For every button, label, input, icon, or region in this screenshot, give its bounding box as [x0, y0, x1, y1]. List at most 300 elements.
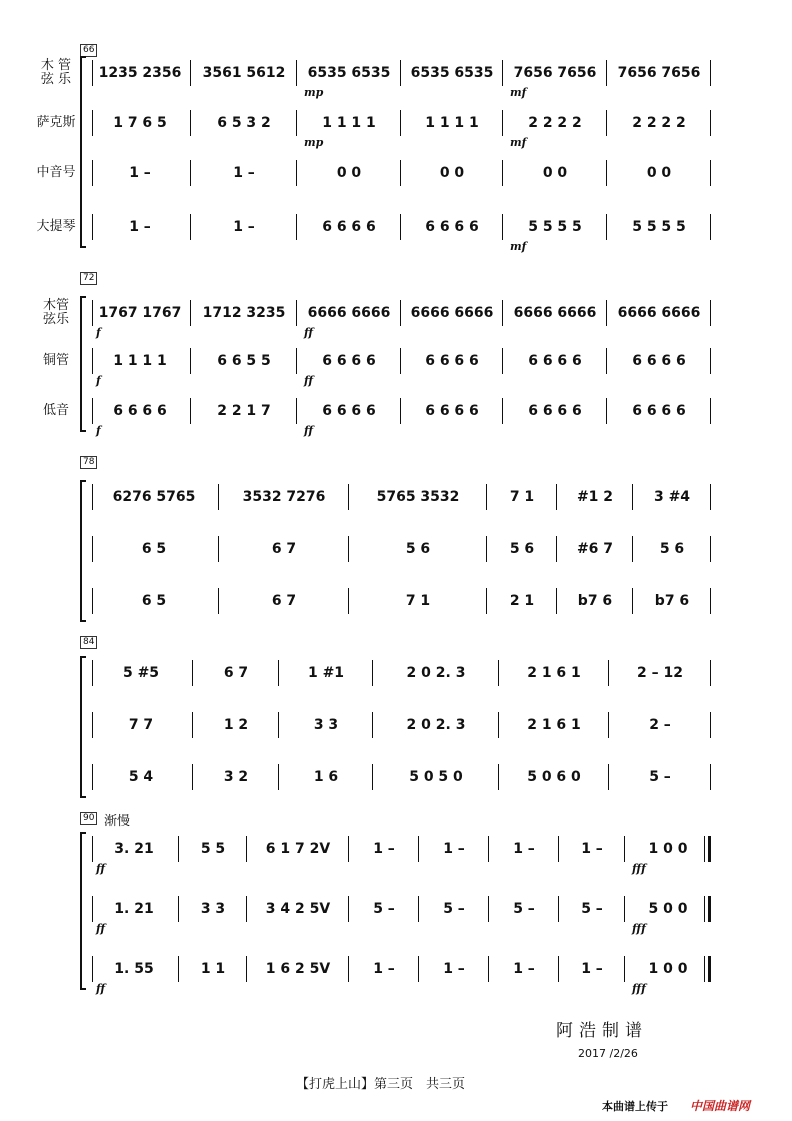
barline — [400, 348, 401, 374]
barline — [710, 588, 711, 614]
measure-notes: 6 7 — [271, 541, 297, 557]
measure — [406, 160, 498, 186]
measure — [284, 764, 368, 790]
measure — [252, 896, 344, 922]
measure — [508, 300, 602, 326]
measure — [612, 300, 706, 326]
measure — [94, 956, 174, 982]
measure — [94, 484, 214, 510]
measure-notes: 1235 2356 — [98, 65, 182, 81]
measure-notes: 6 5 3 2 — [217, 115, 271, 131]
measure — [198, 712, 274, 738]
measure — [630, 836, 706, 862]
measure-notes: 3 2 — [223, 769, 249, 785]
measure-notes: 1 – — [443, 841, 465, 857]
staff-row — [0, 398, 792, 424]
measure-notes: b7 6 — [577, 593, 613, 609]
measure-number: 66 — [80, 44, 97, 57]
measure — [406, 110, 498, 136]
measure-notes: 6 6 6 6 — [632, 403, 686, 419]
measure-notes: 1 – — [513, 841, 535, 857]
measure-notes: 1. 55 — [114, 961, 154, 977]
measure — [508, 160, 602, 186]
barline — [372, 712, 373, 738]
measure-notes: 2 2 1 7 — [217, 403, 271, 419]
measure-notes: 6 6 6 6 — [322, 353, 376, 369]
system-start-line — [92, 712, 93, 738]
barline — [218, 536, 219, 562]
measure — [564, 836, 620, 862]
barline — [348, 836, 349, 862]
measure-notes: #1 2 — [576, 489, 614, 505]
measure — [302, 214, 396, 240]
measure — [196, 348, 292, 374]
measure-notes: 1 – — [581, 841, 603, 857]
measure-notes: 1 – — [443, 961, 465, 977]
barline — [418, 956, 419, 982]
measure-notes: 6 7 — [271, 593, 297, 609]
measure-notes: 7656 7656 — [513, 65, 597, 81]
measure — [196, 110, 292, 136]
measure — [94, 300, 186, 326]
barline — [246, 836, 247, 862]
barline — [624, 896, 625, 922]
measure-notes: 1 1 — [200, 961, 226, 977]
measure-notes: 2 1 — [509, 593, 535, 609]
measure — [508, 110, 602, 136]
measure-notes: 6666 6666 — [307, 305, 391, 321]
measure — [302, 348, 396, 374]
dynamic-marking: ff — [96, 982, 106, 995]
measure-notes: 5 6 — [405, 541, 431, 557]
measure-notes: 7 1 — [405, 593, 431, 609]
barline — [486, 484, 487, 510]
measure-notes: 2 1 6 1 — [527, 717, 581, 733]
measure — [508, 60, 602, 86]
measure — [638, 588, 706, 614]
measure — [630, 896, 706, 922]
measure-notes: 5 – — [443, 901, 465, 917]
measure — [494, 836, 554, 862]
barline — [502, 348, 503, 374]
measure — [406, 60, 498, 86]
measure — [354, 484, 482, 510]
measure-notes: 5 5 — [200, 841, 226, 857]
measure-notes: 6 6 6 6 — [528, 353, 582, 369]
barline — [400, 160, 401, 186]
dynamic-marking: mf — [510, 136, 527, 149]
measure — [562, 588, 628, 614]
measure-notes: 1 0 0 — [648, 841, 688, 857]
measure — [378, 764, 494, 790]
measure — [94, 214, 186, 240]
measure — [508, 348, 602, 374]
measure — [284, 712, 368, 738]
measure-notes: #6 7 — [576, 541, 614, 557]
barline — [556, 536, 557, 562]
measure-notes: 0 0 — [336, 165, 362, 181]
track-label: 木 管 弦 乐 — [40, 58, 72, 87]
barline — [278, 764, 279, 790]
dynamic-marking: ff — [304, 424, 314, 437]
measure — [630, 956, 706, 982]
barline — [502, 160, 503, 186]
track-label: 铜管 — [42, 353, 69, 368]
system-start-line — [92, 160, 93, 186]
measure-notes: 1 1 1 1 — [425, 115, 479, 131]
measure — [284, 660, 368, 686]
barline — [606, 160, 607, 186]
measure-notes: 6 1 7 2V — [265, 841, 331, 857]
measure-number: 84 — [80, 636, 97, 649]
measure — [196, 398, 292, 424]
barline — [606, 300, 607, 326]
measure-notes: 3 4 2 5V — [265, 901, 331, 917]
measure-notes: 6666 6666 — [513, 305, 597, 321]
dynamic-marking: fff — [632, 862, 646, 875]
measure-notes: 1 – — [373, 841, 395, 857]
barline — [372, 764, 373, 790]
track-label: 木管 弦乐 — [42, 298, 69, 327]
measure — [252, 956, 344, 982]
barline — [710, 110, 711, 136]
staff-row — [0, 60, 792, 86]
measure — [378, 660, 494, 686]
track-label: 萨克斯 — [36, 115, 76, 130]
measure — [612, 214, 706, 240]
measure — [196, 60, 292, 86]
measure — [424, 836, 484, 862]
barline — [178, 836, 179, 862]
measure-notes: 1 – — [233, 165, 255, 181]
measure — [424, 956, 484, 982]
measure-notes: 1 #1 — [307, 665, 345, 681]
barline — [400, 110, 401, 136]
measure-notes: 2 2 2 2 — [632, 115, 686, 131]
barline — [710, 764, 711, 790]
measure — [196, 300, 292, 326]
measure-notes: 2 0 2. 3 — [406, 665, 466, 681]
barline — [606, 110, 607, 136]
measure-notes: 3561 5612 — [202, 65, 286, 81]
barline — [348, 896, 349, 922]
measure — [504, 712, 604, 738]
track-label: 中音号 — [36, 165, 76, 180]
staff-row — [0, 348, 792, 374]
dynamic-marking: mf — [510, 86, 527, 99]
staff-row — [0, 712, 792, 738]
system-start-line — [92, 956, 93, 982]
measure — [224, 588, 344, 614]
barline — [486, 536, 487, 562]
barline — [710, 660, 711, 686]
measure-notes: 6 5 — [141, 541, 167, 557]
measure — [354, 956, 414, 982]
dynamic-marking: fff — [632, 922, 646, 935]
barline — [498, 660, 499, 686]
barline — [606, 348, 607, 374]
track-label: 低音 — [42, 403, 69, 418]
measure-notes: 5 5 5 5 — [632, 219, 686, 235]
measure — [612, 398, 706, 424]
measure-notes: 1 0 0 — [648, 961, 688, 977]
barline — [608, 764, 609, 790]
measure — [198, 764, 274, 790]
measure — [612, 160, 706, 186]
barline — [710, 536, 711, 562]
measure — [94, 536, 214, 562]
barline — [348, 588, 349, 614]
system-start-line — [92, 588, 93, 614]
measure-notes: 6 7 — [223, 665, 249, 681]
measure — [614, 712, 706, 738]
barline — [190, 60, 191, 86]
staff-row — [0, 160, 792, 186]
measure — [302, 398, 396, 424]
barline — [296, 214, 297, 240]
system-start-line — [92, 214, 93, 240]
dynamic-marking: f — [96, 424, 101, 437]
measure-notes: 6 6 6 6 — [113, 403, 167, 419]
system-start-line — [92, 536, 93, 562]
measure — [302, 60, 396, 86]
barline — [558, 836, 559, 862]
staff-row — [0, 484, 792, 510]
measure-notes: 5 – — [649, 769, 671, 785]
barline — [178, 896, 179, 922]
measure — [94, 896, 174, 922]
barline — [418, 896, 419, 922]
barline — [606, 60, 607, 86]
barline — [556, 588, 557, 614]
barline — [488, 896, 489, 922]
barline — [498, 764, 499, 790]
measure-notes: 6 6 6 6 — [322, 219, 376, 235]
barline — [190, 300, 191, 326]
measure-notes: 1767 1767 — [98, 305, 182, 321]
barline — [710, 214, 711, 240]
barline — [632, 588, 633, 614]
measure-notes: 5 4 — [128, 769, 154, 785]
measure-notes: 0 0 — [542, 165, 568, 181]
measure-notes: 3532 7276 — [242, 489, 326, 505]
measure — [614, 764, 706, 790]
barline — [246, 896, 247, 922]
dynamic-marking: ff — [304, 326, 314, 339]
measure-number: 90 — [80, 812, 97, 825]
measure — [406, 398, 498, 424]
measure-notes: 6535 6535 — [410, 65, 494, 81]
system-start-line — [92, 484, 93, 510]
system-start-line — [92, 896, 93, 922]
measure-notes: 6 6 6 6 — [425, 219, 479, 235]
system-start-line — [92, 764, 93, 790]
barline — [178, 956, 179, 982]
measure-notes: 6 6 6 6 — [425, 353, 479, 369]
measure — [184, 956, 242, 982]
measure-notes: 5 – — [373, 901, 395, 917]
barline — [710, 348, 711, 374]
measure-notes: 2 0 2. 3 — [406, 717, 466, 733]
measure — [302, 110, 396, 136]
measure-notes: 5765 3532 — [376, 489, 460, 505]
measure-notes: 3. 21 — [114, 841, 154, 857]
barline — [218, 588, 219, 614]
barline — [710, 484, 711, 510]
barline — [190, 348, 191, 374]
barline — [348, 536, 349, 562]
barline — [400, 300, 401, 326]
measure — [94, 398, 186, 424]
measure-notes: 1 – — [513, 961, 535, 977]
measure-notes: 1 – — [233, 219, 255, 235]
barline — [624, 956, 625, 982]
measure — [198, 660, 274, 686]
measure — [638, 536, 706, 562]
staff-row — [0, 896, 792, 922]
measure — [504, 660, 604, 686]
barline — [192, 712, 193, 738]
measure — [94, 60, 186, 86]
measure — [562, 536, 628, 562]
system-start-line — [92, 348, 93, 374]
dynamic-marking: f — [96, 374, 101, 387]
barline — [488, 836, 489, 862]
barline — [218, 484, 219, 510]
barline — [296, 110, 297, 136]
measure — [184, 836, 242, 862]
measure-notes: 5 #5 — [122, 665, 160, 681]
measure-notes: 0 0 — [439, 165, 465, 181]
measure — [224, 536, 344, 562]
measure-notes: 1 1 1 1 — [322, 115, 376, 131]
measure — [564, 956, 620, 982]
measure-notes: 6666 6666 — [410, 305, 494, 321]
measure-notes: 1712 3235 — [202, 305, 286, 321]
barline — [190, 398, 191, 424]
measure-notes: b7 6 — [654, 593, 690, 609]
barline — [502, 60, 503, 86]
measure — [184, 896, 242, 922]
barline — [632, 484, 633, 510]
measure — [354, 836, 414, 862]
barline — [296, 160, 297, 186]
measure — [504, 764, 604, 790]
barline — [608, 660, 609, 686]
measure-notes: 5 0 6 0 — [527, 769, 581, 785]
barline — [558, 956, 559, 982]
barline — [710, 398, 711, 424]
barline — [278, 660, 279, 686]
measure — [406, 300, 498, 326]
staff-row — [0, 836, 792, 862]
measure-notes: 1 – — [581, 961, 603, 977]
measure — [378, 712, 494, 738]
dynamic-marking: mp — [304, 136, 324, 149]
staff-row — [0, 588, 792, 614]
measure-notes: 1 2 — [223, 717, 249, 733]
measure — [612, 110, 706, 136]
measure — [94, 764, 188, 790]
measure — [196, 160, 292, 186]
measure — [252, 836, 344, 862]
barline — [400, 214, 401, 240]
system-start-line — [92, 660, 93, 686]
measure-notes: 2 – — [649, 717, 671, 733]
measure-notes: 6 6 6 6 — [322, 403, 376, 419]
date: 2017 /2/26 — [578, 1047, 638, 1060]
barline — [710, 60, 711, 86]
upload-note: 本曲谱上传于 — [602, 1100, 668, 1113]
site-logo: 中国曲谱网 — [690, 1099, 751, 1113]
measure-notes: 7 1 — [509, 489, 535, 505]
staff-row — [0, 764, 792, 790]
barline — [488, 956, 489, 982]
measure-notes: 1 6 2 5V — [265, 961, 331, 977]
system-start-line — [92, 60, 93, 86]
measure — [492, 536, 552, 562]
measure — [94, 712, 188, 738]
measure — [302, 160, 396, 186]
measure — [492, 484, 552, 510]
measure — [354, 588, 482, 614]
dynamic-marking: ff — [96, 862, 106, 875]
measure-notes: 5 6 — [509, 541, 535, 557]
measure — [508, 214, 602, 240]
track-label: 大提琴 — [36, 219, 76, 234]
measure — [354, 536, 482, 562]
barline — [486, 588, 487, 614]
barline — [278, 712, 279, 738]
measure-notes: 1 – — [129, 219, 151, 235]
barline — [296, 300, 297, 326]
measure — [638, 484, 706, 510]
barline — [190, 110, 191, 136]
measure-notes: 6276 5765 — [112, 489, 196, 505]
barline — [502, 214, 503, 240]
barline — [296, 348, 297, 374]
staff-row — [0, 214, 792, 240]
barline — [498, 712, 499, 738]
barline — [190, 160, 191, 186]
measure-notes: 6 5 — [141, 593, 167, 609]
measure-notes: 3 #4 — [653, 489, 691, 505]
measure — [94, 160, 186, 186]
measure-notes: 1 7 6 5 — [113, 115, 167, 131]
staff-row — [0, 300, 792, 326]
measure — [614, 660, 706, 686]
measure — [94, 660, 188, 686]
barline — [296, 60, 297, 86]
measure-notes: 7 7 — [128, 717, 154, 733]
barline — [296, 398, 297, 424]
measure-notes: 6 6 6 6 — [425, 403, 479, 419]
system-start-line — [92, 836, 93, 862]
system-start-line — [92, 110, 93, 136]
barline — [502, 110, 503, 136]
barline — [418, 836, 419, 862]
barline — [400, 60, 401, 86]
measure-notes: 5 6 — [659, 541, 685, 557]
staff-row — [0, 660, 792, 686]
tempo-marking: 渐慢 — [104, 814, 131, 829]
staff-row — [0, 110, 792, 136]
measure-number: 72 — [80, 272, 97, 285]
measure — [424, 896, 484, 922]
measure-notes: 2 – 12 — [637, 665, 683, 681]
barline — [348, 956, 349, 982]
measure — [94, 836, 174, 862]
